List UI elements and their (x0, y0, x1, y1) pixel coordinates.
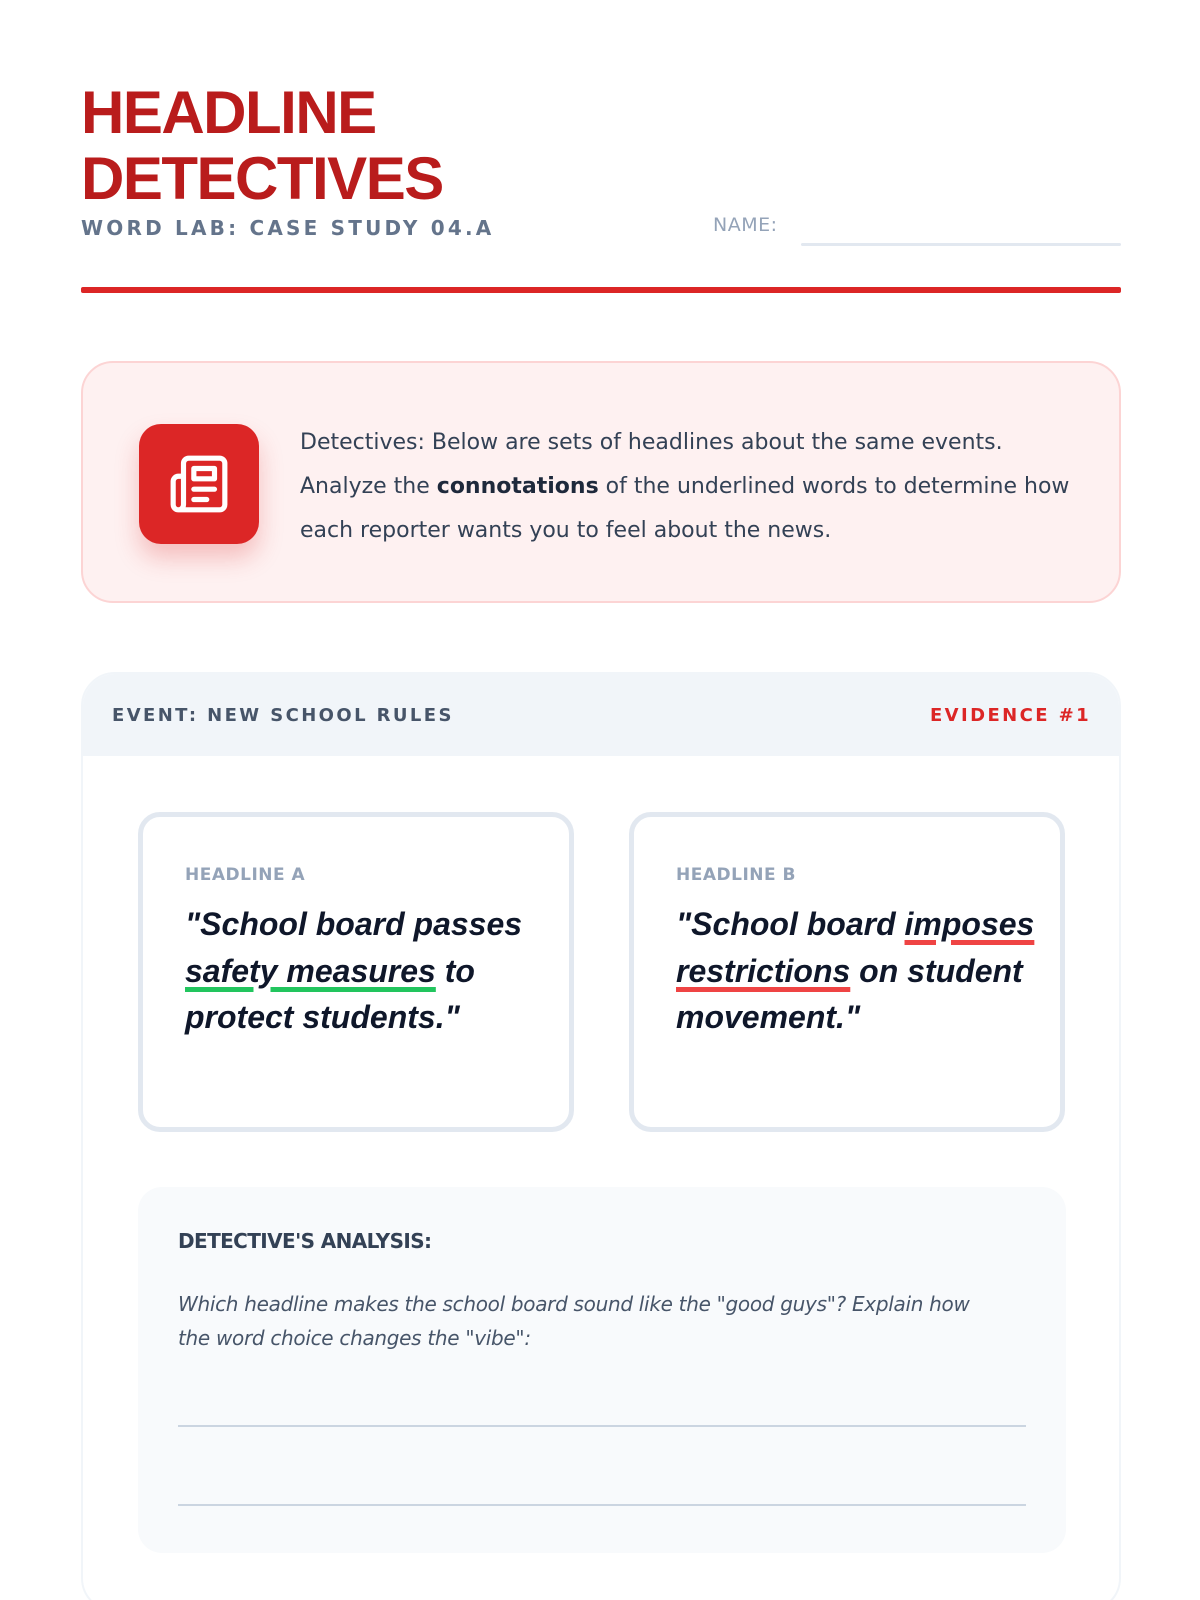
answer-line-2[interactable] (178, 1504, 1026, 1506)
event-label: EVENT: NEW SCHOOL RULES (112, 705, 454, 726)
evidence-card (81, 672, 1121, 1600)
headline-a-end: to protect students." (185, 952, 475, 1035)
title-line-1: HEADLINE (81, 79, 376, 146)
analysis-title: DETECTIVE'S ANALYSIS: (178, 1229, 432, 1253)
headline-a-start: "School board passes (185, 906, 523, 942)
name-field-line[interactable] (801, 243, 1121, 246)
worksheet-page (81, 0, 1121, 1600)
page-subtitle: WORD LAB: CASE STUDY 04.A (81, 216, 495, 240)
headline-a-card (138, 812, 574, 1132)
answer-line-1[interactable] (178, 1425, 1026, 1427)
headline-b-label: HEADLINE B (676, 865, 796, 885)
page-title (81, 80, 681, 212)
headline-b-card (629, 812, 1065, 1132)
headline-b-text (676, 901, 1036, 1041)
headline-a-text (185, 901, 545, 1041)
header-divider (81, 287, 1121, 293)
headline-a-label: HEADLINE A (185, 865, 306, 885)
headline-a-underlined-words: safety measures (185, 952, 436, 989)
name-label: NAME: (713, 214, 778, 236)
evidence-number: EVIDENCE #1 (929, 705, 1091, 726)
instructions-text (300, 421, 1090, 553)
headline-b-end: on student movement." (676, 952, 1023, 1035)
analysis-prompt: Which headline makes the school board sound like the "good guys"? Explain how the word choice changes the "vibe": (178, 1292, 970, 1350)
headline-b-start: "School board (676, 906, 905, 942)
instructions-text-end: of the underlined words to determine how each reporter wants you to feel about the news. (300, 474, 1070, 543)
headline-b-underlined-words: imposes restrictions (676, 906, 1035, 989)
evidence-header (83, 674, 1119, 756)
instructions-keyword: connotations (436, 474, 599, 499)
analysis-panel (138, 1187, 1066, 1553)
newspaper-icon (139, 424, 259, 544)
title-line-2: DETECTIVES (81, 145, 443, 212)
instructions-text-start: Detectives: Below are sets of headlines about the same events. Analyze the (300, 430, 1003, 499)
instructions-panel (81, 361, 1121, 603)
